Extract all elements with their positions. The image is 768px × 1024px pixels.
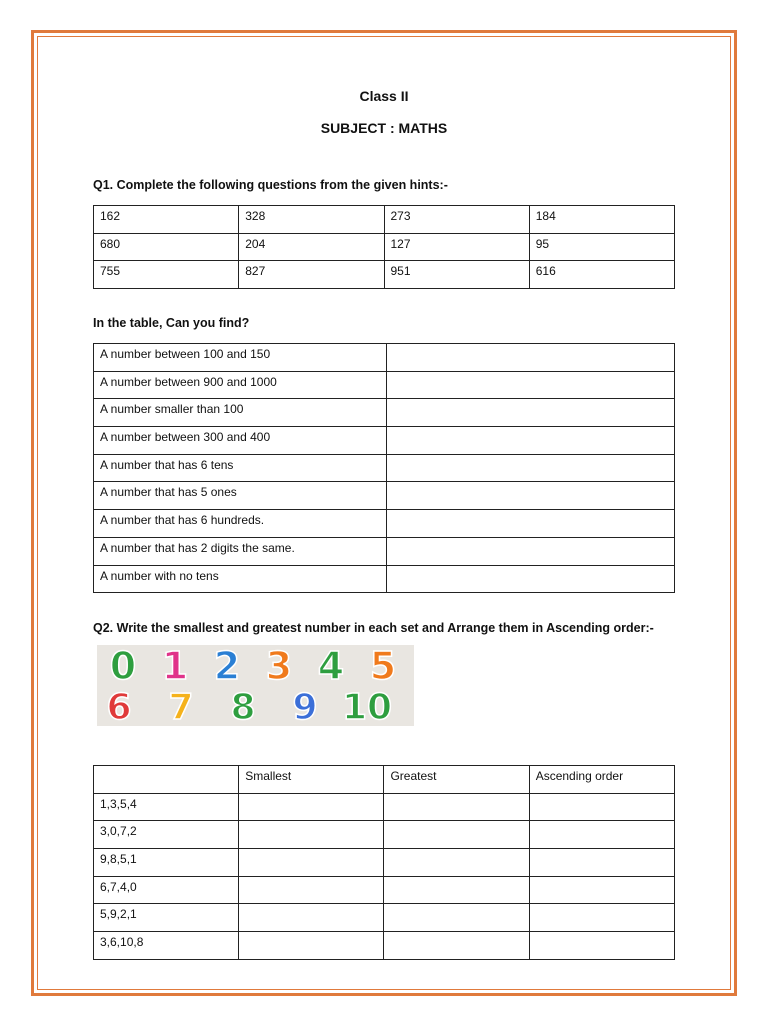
number-hints-table [93,205,675,289]
smallest-answer-cell[interactable] [239,793,384,821]
q2-heading: Q2. Write the smallest and greatest number in each set and Arrange them in Ascending order:- [93,621,654,635]
table-row [94,206,675,234]
answer-cell[interactable] [387,427,675,455]
puzzle-digit-8: 8 [230,687,256,726]
ascending-answer-cell[interactable] [529,876,674,904]
ascending-answer-cell[interactable] [529,932,674,960]
find-question: A number that has 2 digits the same. [94,537,387,565]
table-row [94,233,675,261]
table-row [94,849,675,877]
set-cell: 9,8,5,1 [94,849,239,877]
table-row [94,537,675,565]
answer-cell[interactable] [387,510,675,538]
number-cell: 162 [94,206,239,234]
find-table [93,343,675,593]
table-row [94,932,675,960]
set-cell: 5,9,2,1 [94,904,239,932]
smallest-answer-cell[interactable] [239,849,384,877]
greatest-answer-cell[interactable] [384,904,529,932]
ascending-order-table [93,765,675,960]
smallest-answer-cell[interactable] [239,876,384,904]
table-row [94,399,675,427]
table-header-row [94,766,675,794]
puzzle-digit-4: 4 [317,645,345,688]
answer-cell[interactable] [387,371,675,399]
answer-cell[interactable] [387,454,675,482]
puzzle-digit-10: 10 [341,687,393,726]
set-cell: 3,6,10,8 [94,932,239,960]
number-cell: 127 [384,233,529,261]
number-cell: 273 [384,206,529,234]
table-row [94,565,675,593]
column-header-blank [94,766,239,794]
greatest-answer-cell[interactable] [384,849,529,877]
ascending-answer-cell[interactable] [529,849,674,877]
table-row [94,904,675,932]
number-puzzle-image [97,645,414,726]
number-cell: 755 [94,261,239,289]
set-cell: 6,7,4,0 [94,876,239,904]
smallest-answer-cell[interactable] [239,904,384,932]
number-cell: 328 [239,206,384,234]
find-question: A number between 300 and 400 [94,427,387,455]
find-question: A number between 900 and 1000 [94,371,387,399]
find-question: A number that has 5 ones [94,482,387,510]
number-cell: 184 [529,206,674,234]
number-cell: 827 [239,261,384,289]
number-cell: 95 [529,233,674,261]
set-cell: 1,3,5,4 [94,793,239,821]
greatest-answer-cell[interactable] [384,821,529,849]
greatest-answer-cell[interactable] [384,793,529,821]
column-header-smallest: Smallest [239,766,384,794]
number-cell: 616 [529,261,674,289]
ascending-answer-cell[interactable] [529,793,674,821]
puzzle-digit-5: 5 [369,645,397,688]
puzzle-digit-6: 6 [106,687,132,726]
subject-title: SUBJECT : MATHS [320,120,448,136]
find-question: A number between 100 and 150 [94,344,387,372]
number-cell: 951 [384,261,529,289]
find-heading: In the table, Can you find? [93,316,250,330]
table-row [94,427,675,455]
puzzle-digit-2: 2 [213,645,241,688]
table-row [94,482,675,510]
table-row [94,371,675,399]
answer-cell[interactable] [387,344,675,372]
ascending-answer-cell[interactable] [529,904,674,932]
smallest-answer-cell[interactable] [239,821,384,849]
puzzle-digit-9: 9 [292,687,318,726]
number-cell: 680 [94,233,239,261]
table-row [94,344,675,372]
puzzle-digit-3: 3 [265,645,293,688]
smallest-answer-cell[interactable] [239,932,384,960]
table-row [94,793,675,821]
find-question: A number smaller than 100 [94,399,387,427]
q1-heading: Q1. Complete the following questions from the given hints:- [93,178,448,192]
answer-cell[interactable] [387,482,675,510]
table-row [94,510,675,538]
find-question: A number that has 6 tens [94,454,387,482]
puzzle-digit-7: 7 [168,687,194,726]
answer-cell[interactable] [387,399,675,427]
puzzle-digit-0: 0 [109,645,137,688]
greatest-answer-cell[interactable] [384,932,529,960]
puzzle-digit-1: 1 [161,645,189,688]
greatest-answer-cell[interactable] [384,876,529,904]
column-header-ascending-order: Ascending order [529,766,674,794]
ascending-answer-cell[interactable] [529,821,674,849]
number-cell: 204 [239,233,384,261]
find-question: A number that has 6 hundreds. [94,510,387,538]
table-row [94,454,675,482]
column-header-greatest: Greatest [384,766,529,794]
answer-cell[interactable] [387,565,675,593]
table-row [94,821,675,849]
find-question: A number with no tens [94,565,387,593]
table-row [94,876,675,904]
table-row [94,261,675,289]
answer-cell[interactable] [387,537,675,565]
set-cell: 3,0,7,2 [94,821,239,849]
class-title: Class II [359,88,409,104]
